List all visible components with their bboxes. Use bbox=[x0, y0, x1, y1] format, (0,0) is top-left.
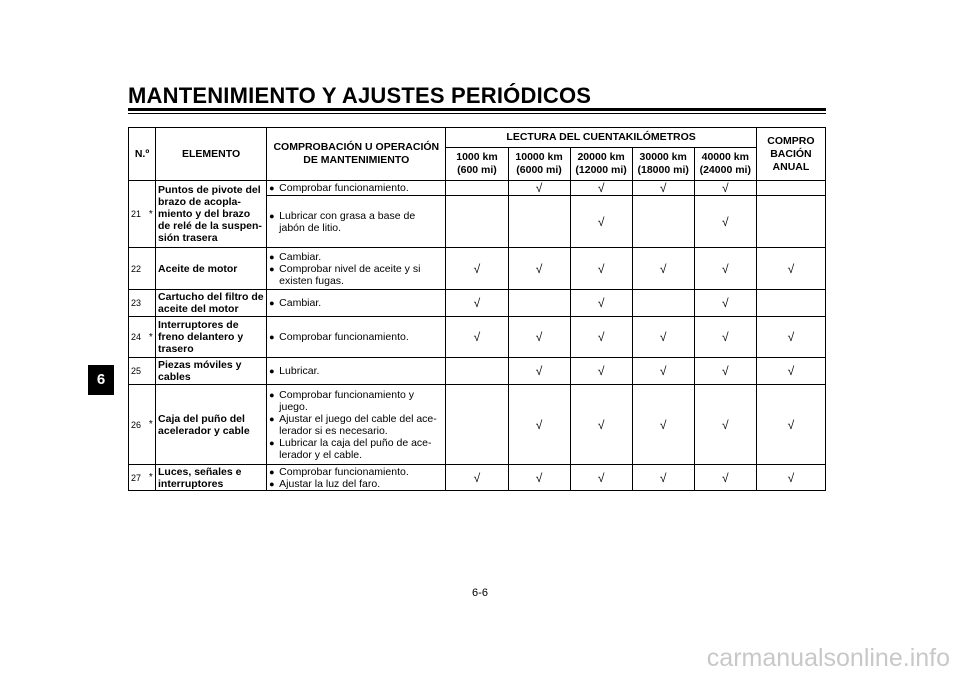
operation-item bbox=[269, 413, 443, 437]
operation-cell bbox=[267, 290, 446, 317]
check-cell bbox=[756, 290, 825, 317]
operation-text: Comprobar nivel de aceite y si existen fugas. bbox=[279, 262, 421, 287]
header-km-4 bbox=[694, 148, 756, 181]
check-cell: √ bbox=[508, 317, 570, 358]
check-cell bbox=[756, 181, 825, 196]
operation-item bbox=[269, 210, 443, 234]
operation-text: Lubricar la caja del puño de ace- lerador y el cable. bbox=[279, 436, 432, 461]
operation-cell bbox=[267, 465, 446, 491]
element-name: Interruptores de freno delantero y trasero bbox=[156, 317, 267, 358]
check-cell bbox=[756, 196, 825, 248]
check-cell: √ bbox=[694, 358, 756, 385]
check-cell bbox=[446, 385, 508, 465]
element-name: Caja del puño del acelerador y cable bbox=[156, 385, 267, 465]
table-row bbox=[129, 358, 826, 385]
operation-text: Lubricar con grasa a base de jabón de litio. bbox=[279, 209, 416, 234]
check-cell bbox=[446, 196, 508, 248]
check-cell: √ bbox=[694, 196, 756, 248]
row-number: 24 bbox=[129, 317, 147, 358]
check-cell: √ bbox=[632, 181, 694, 196]
page-title: MANTENIMIENTO Y AJUSTES PERIÓDICOS bbox=[128, 83, 592, 108]
operation-text: Cambiar. bbox=[279, 250, 322, 263]
header-mi-value: (12000 mi) bbox=[575, 164, 627, 176]
operation-text: Ajustar la luz del faro. bbox=[279, 477, 381, 490]
operation-cell bbox=[267, 358, 446, 385]
check-cell: √ bbox=[694, 290, 756, 317]
check-cell: √ bbox=[508, 358, 570, 385]
watermark: carmanualsonline.info bbox=[706, 644, 950, 672]
row-number: 27 bbox=[129, 465, 147, 491]
check-cell bbox=[508, 290, 570, 317]
chapter-tab: 6 bbox=[88, 365, 114, 395]
check-cell: √ bbox=[570, 358, 632, 385]
special-mark: * bbox=[147, 181, 156, 248]
check-cell bbox=[632, 290, 694, 317]
operation-item bbox=[269, 478, 443, 490]
operation-text: Lubricar. bbox=[279, 365, 320, 377]
header-km-1 bbox=[508, 148, 570, 181]
check-cell: √ bbox=[756, 248, 825, 290]
check-cell: √ bbox=[446, 317, 508, 358]
header-element: ELEMENTO bbox=[156, 128, 267, 181]
element-name: Luces, señales e interruptores bbox=[156, 465, 267, 491]
header-km-2 bbox=[570, 148, 632, 181]
operation-item bbox=[269, 365, 443, 377]
title-rule-thick bbox=[128, 108, 826, 111]
element-name: Aceite de motor bbox=[156, 248, 267, 290]
bullet-icon: ● bbox=[269, 183, 275, 193]
table-row bbox=[129, 248, 826, 290]
element-name: Piezas móviles y cables bbox=[156, 358, 267, 385]
special-mark bbox=[147, 358, 156, 385]
check-cell: √ bbox=[570, 196, 632, 248]
check-cell: √ bbox=[632, 358, 694, 385]
header-mi-value: (600 mi) bbox=[457, 164, 497, 176]
check-cell: √ bbox=[570, 385, 632, 465]
row-number: 21 bbox=[129, 181, 147, 248]
check-cell: √ bbox=[508, 248, 570, 290]
check-cell: √ bbox=[508, 181, 570, 196]
check-cell: √ bbox=[694, 465, 756, 491]
operation-item bbox=[269, 389, 443, 413]
special-mark: * bbox=[147, 385, 156, 465]
row-number: 23 bbox=[129, 290, 147, 317]
bullet-icon: ● bbox=[269, 263, 275, 274]
check-cell: √ bbox=[756, 465, 825, 491]
bullet-icon: ● bbox=[269, 298, 275, 308]
operation-cell bbox=[267, 181, 446, 196]
table-row bbox=[129, 385, 826, 465]
operation-item bbox=[269, 182, 443, 194]
check-cell bbox=[446, 181, 508, 196]
operation-item bbox=[269, 251, 443, 263]
operation-text: Comprobar funcionamiento. bbox=[279, 331, 409, 343]
bullet-icon: ● bbox=[269, 389, 275, 400]
check-cell: √ bbox=[508, 465, 570, 491]
check-cell: √ bbox=[570, 290, 632, 317]
check-cell bbox=[508, 196, 570, 248]
page-number: 6-6 bbox=[472, 587, 488, 599]
operation-text: Ajustar el juego del cable del ace- lerador si es necesario. bbox=[279, 412, 437, 437]
special-mark: * bbox=[147, 317, 156, 358]
check-cell: √ bbox=[694, 385, 756, 465]
header-mi-value: (6000 mi) bbox=[516, 164, 562, 176]
check-cell bbox=[446, 358, 508, 385]
header-annual: COMPRO BACIÓN ANUAL bbox=[756, 128, 825, 181]
check-cell: √ bbox=[694, 317, 756, 358]
check-cell: √ bbox=[570, 317, 632, 358]
operation-cell bbox=[267, 385, 446, 465]
bullet-icon: ● bbox=[269, 466, 275, 477]
check-cell: √ bbox=[694, 248, 756, 290]
check-cell: √ bbox=[508, 385, 570, 465]
check-cell: √ bbox=[446, 290, 508, 317]
bullet-icon: ● bbox=[269, 251, 275, 262]
header-km-value: 10000 km bbox=[515, 151, 563, 163]
check-cell: √ bbox=[570, 248, 632, 290]
header-km-0 bbox=[446, 148, 508, 181]
operation-item bbox=[269, 331, 443, 343]
bullet-icon: ● bbox=[269, 437, 275, 448]
header-km-value: 30000 km bbox=[639, 151, 687, 163]
bullet-icon: ● bbox=[269, 210, 275, 221]
special-mark bbox=[147, 290, 156, 317]
check-cell bbox=[632, 196, 694, 248]
bullet-icon: ● bbox=[269, 332, 275, 342]
header-km-3 bbox=[632, 148, 694, 181]
operation-item bbox=[269, 297, 443, 309]
operation-item bbox=[269, 263, 443, 287]
operation-item bbox=[269, 437, 443, 461]
bullet-icon: ● bbox=[269, 478, 275, 489]
operation-text: Cambiar. bbox=[279, 297, 322, 309]
check-cell: √ bbox=[570, 465, 632, 491]
operation-cell bbox=[267, 196, 446, 248]
check-cell: √ bbox=[756, 317, 825, 358]
row-number: 26 bbox=[129, 385, 147, 465]
special-mark bbox=[147, 248, 156, 290]
header-km-value: 40000 km bbox=[701, 151, 749, 163]
table-row bbox=[129, 465, 826, 491]
check-cell: √ bbox=[446, 248, 508, 290]
row-number: 22 bbox=[129, 248, 147, 290]
operation-text: Comprobar funcionamiento. bbox=[279, 182, 409, 194]
operation-text: Comprobar funcionamiento y juego. bbox=[279, 388, 414, 413]
table-row bbox=[129, 317, 826, 358]
check-cell: √ bbox=[632, 317, 694, 358]
maintenance-table bbox=[128, 127, 826, 491]
special-mark: * bbox=[147, 465, 156, 491]
title-rule-thin bbox=[128, 113, 826, 114]
operation-item bbox=[269, 466, 443, 478]
table-row bbox=[129, 290, 826, 317]
table-row bbox=[129, 181, 826, 196]
check-cell: √ bbox=[570, 181, 632, 196]
row-number: 25 bbox=[129, 358, 147, 385]
check-cell: √ bbox=[446, 465, 508, 491]
check-cell: √ bbox=[632, 465, 694, 491]
header-odometer: LECTURA DEL CUENTAKILÓMETROS bbox=[446, 128, 756, 148]
bullet-icon: ● bbox=[269, 413, 275, 424]
header-operation: COMPROBACIÓN U OPERACIÓN DE MANTENIMIENTO bbox=[267, 128, 446, 181]
header-km-value: 1000 km bbox=[456, 151, 498, 163]
header-num: N.º bbox=[129, 128, 156, 181]
check-cell: √ bbox=[694, 181, 756, 196]
check-cell: √ bbox=[756, 358, 825, 385]
operation-cell bbox=[267, 248, 446, 290]
operation-cell bbox=[267, 317, 446, 358]
check-cell: √ bbox=[756, 385, 825, 465]
element-name: Puntos de pivote del brazo de acopla- miento y del brazo de relé de la suspen- sión trasera bbox=[156, 181, 267, 248]
header-km-value: 20000 km bbox=[577, 151, 625, 163]
check-cell: √ bbox=[632, 385, 694, 465]
header-mi-value: (18000 mi) bbox=[637, 164, 689, 176]
bullet-icon: ● bbox=[269, 366, 275, 376]
element-name: Cartucho del filtro de aceite del motor bbox=[156, 290, 267, 317]
header-mi-value: (24000 mi) bbox=[699, 164, 751, 176]
check-cell: √ bbox=[632, 248, 694, 290]
operation-text: Comprobar funcionamiento. bbox=[279, 465, 409, 478]
